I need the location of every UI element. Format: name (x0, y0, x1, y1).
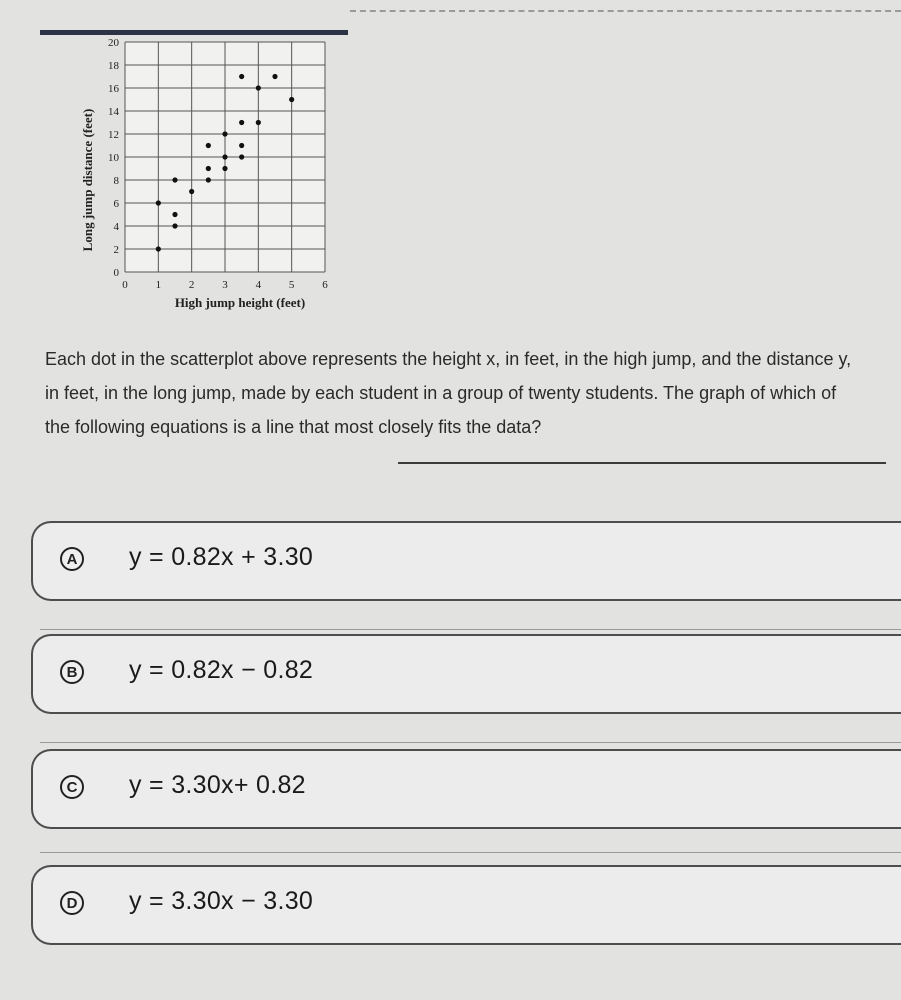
data-point (272, 74, 277, 79)
y-tick-label: 16 (108, 83, 119, 95)
data-point (222, 154, 227, 159)
x-tick-label: 2 (188, 279, 195, 291)
choice-d-equation: y = 3.30x − 3.30 (129, 887, 314, 915)
y-tick-label: 12 (108, 129, 119, 141)
question-text: Each dot in the scatterplot above represents the height x, in feet, in the high jump, and the distance y, in feet, in the long jump, made by each student in a group of twenty students. The graph of which of the following equations is a line that most closely fits the data? (45, 349, 852, 437)
separator (40, 852, 901, 853)
x-axis-label: High jump height (feet) (174, 295, 306, 310)
y-tick-label: 14 (108, 106, 119, 118)
choice-b[interactable] (31, 634, 901, 714)
data-point (256, 120, 261, 125)
data-point (206, 166, 211, 171)
data-point (289, 97, 294, 102)
choice-a[interactable] (31, 521, 901, 601)
separator (40, 629, 901, 630)
choice-c[interactable] (31, 749, 901, 829)
data-point (172, 212, 177, 217)
y-tick-label: 0 (113, 267, 119, 279)
choice-d-letter: D (60, 891, 84, 915)
data-point (156, 246, 161, 251)
y-tick-label: 4 (113, 221, 119, 233)
y-tick-label: 20 (108, 37, 119, 49)
choice-b-equation: y = 0.82x − 0.82 (129, 656, 314, 684)
y-tick-label: 2 (113, 244, 119, 256)
data-point (239, 74, 244, 79)
answer-underline (398, 462, 886, 464)
data-point (156, 200, 161, 205)
data-point (172, 177, 177, 182)
y-axis-label: Long jump distance (feet) (80, 108, 95, 252)
y-tick-label: 6 (113, 198, 119, 210)
data-point (239, 120, 244, 125)
x-tick-label: 6 (322, 279, 328, 291)
data-point (256, 85, 261, 90)
choice-a-equation: y = 0.82x + 3.30 (129, 543, 314, 571)
data-point (189, 189, 194, 194)
data-point (222, 166, 227, 171)
x-tick-label: 5 (288, 279, 295, 291)
data-point (206, 177, 211, 182)
x-tick-label: 3 (222, 279, 228, 291)
choice-d[interactable] (31, 865, 901, 945)
choice-b-letter: B (60, 660, 84, 684)
scatterplot (70, 30, 360, 320)
separator (40, 742, 901, 743)
x-tick-label: 4 (255, 279, 262, 291)
data-point (222, 131, 227, 136)
data-point (239, 143, 244, 148)
y-tick-label: 10 (108, 152, 119, 164)
choice-c-equation: y = 3.30x+ 0.82 (129, 771, 306, 799)
data-point (206, 143, 211, 148)
x-tick-label: 0 (122, 279, 128, 291)
data-point (172, 223, 177, 228)
y-tick-label: 8 (113, 175, 119, 187)
dashed-top-border (350, 10, 901, 12)
x-tick-label: 1 (155, 279, 162, 291)
data-point (239, 154, 244, 159)
choice-a-letter: A (60, 547, 84, 571)
choice-c-letter: C (60, 775, 84, 799)
y-tick-label: 18 (108, 60, 119, 72)
